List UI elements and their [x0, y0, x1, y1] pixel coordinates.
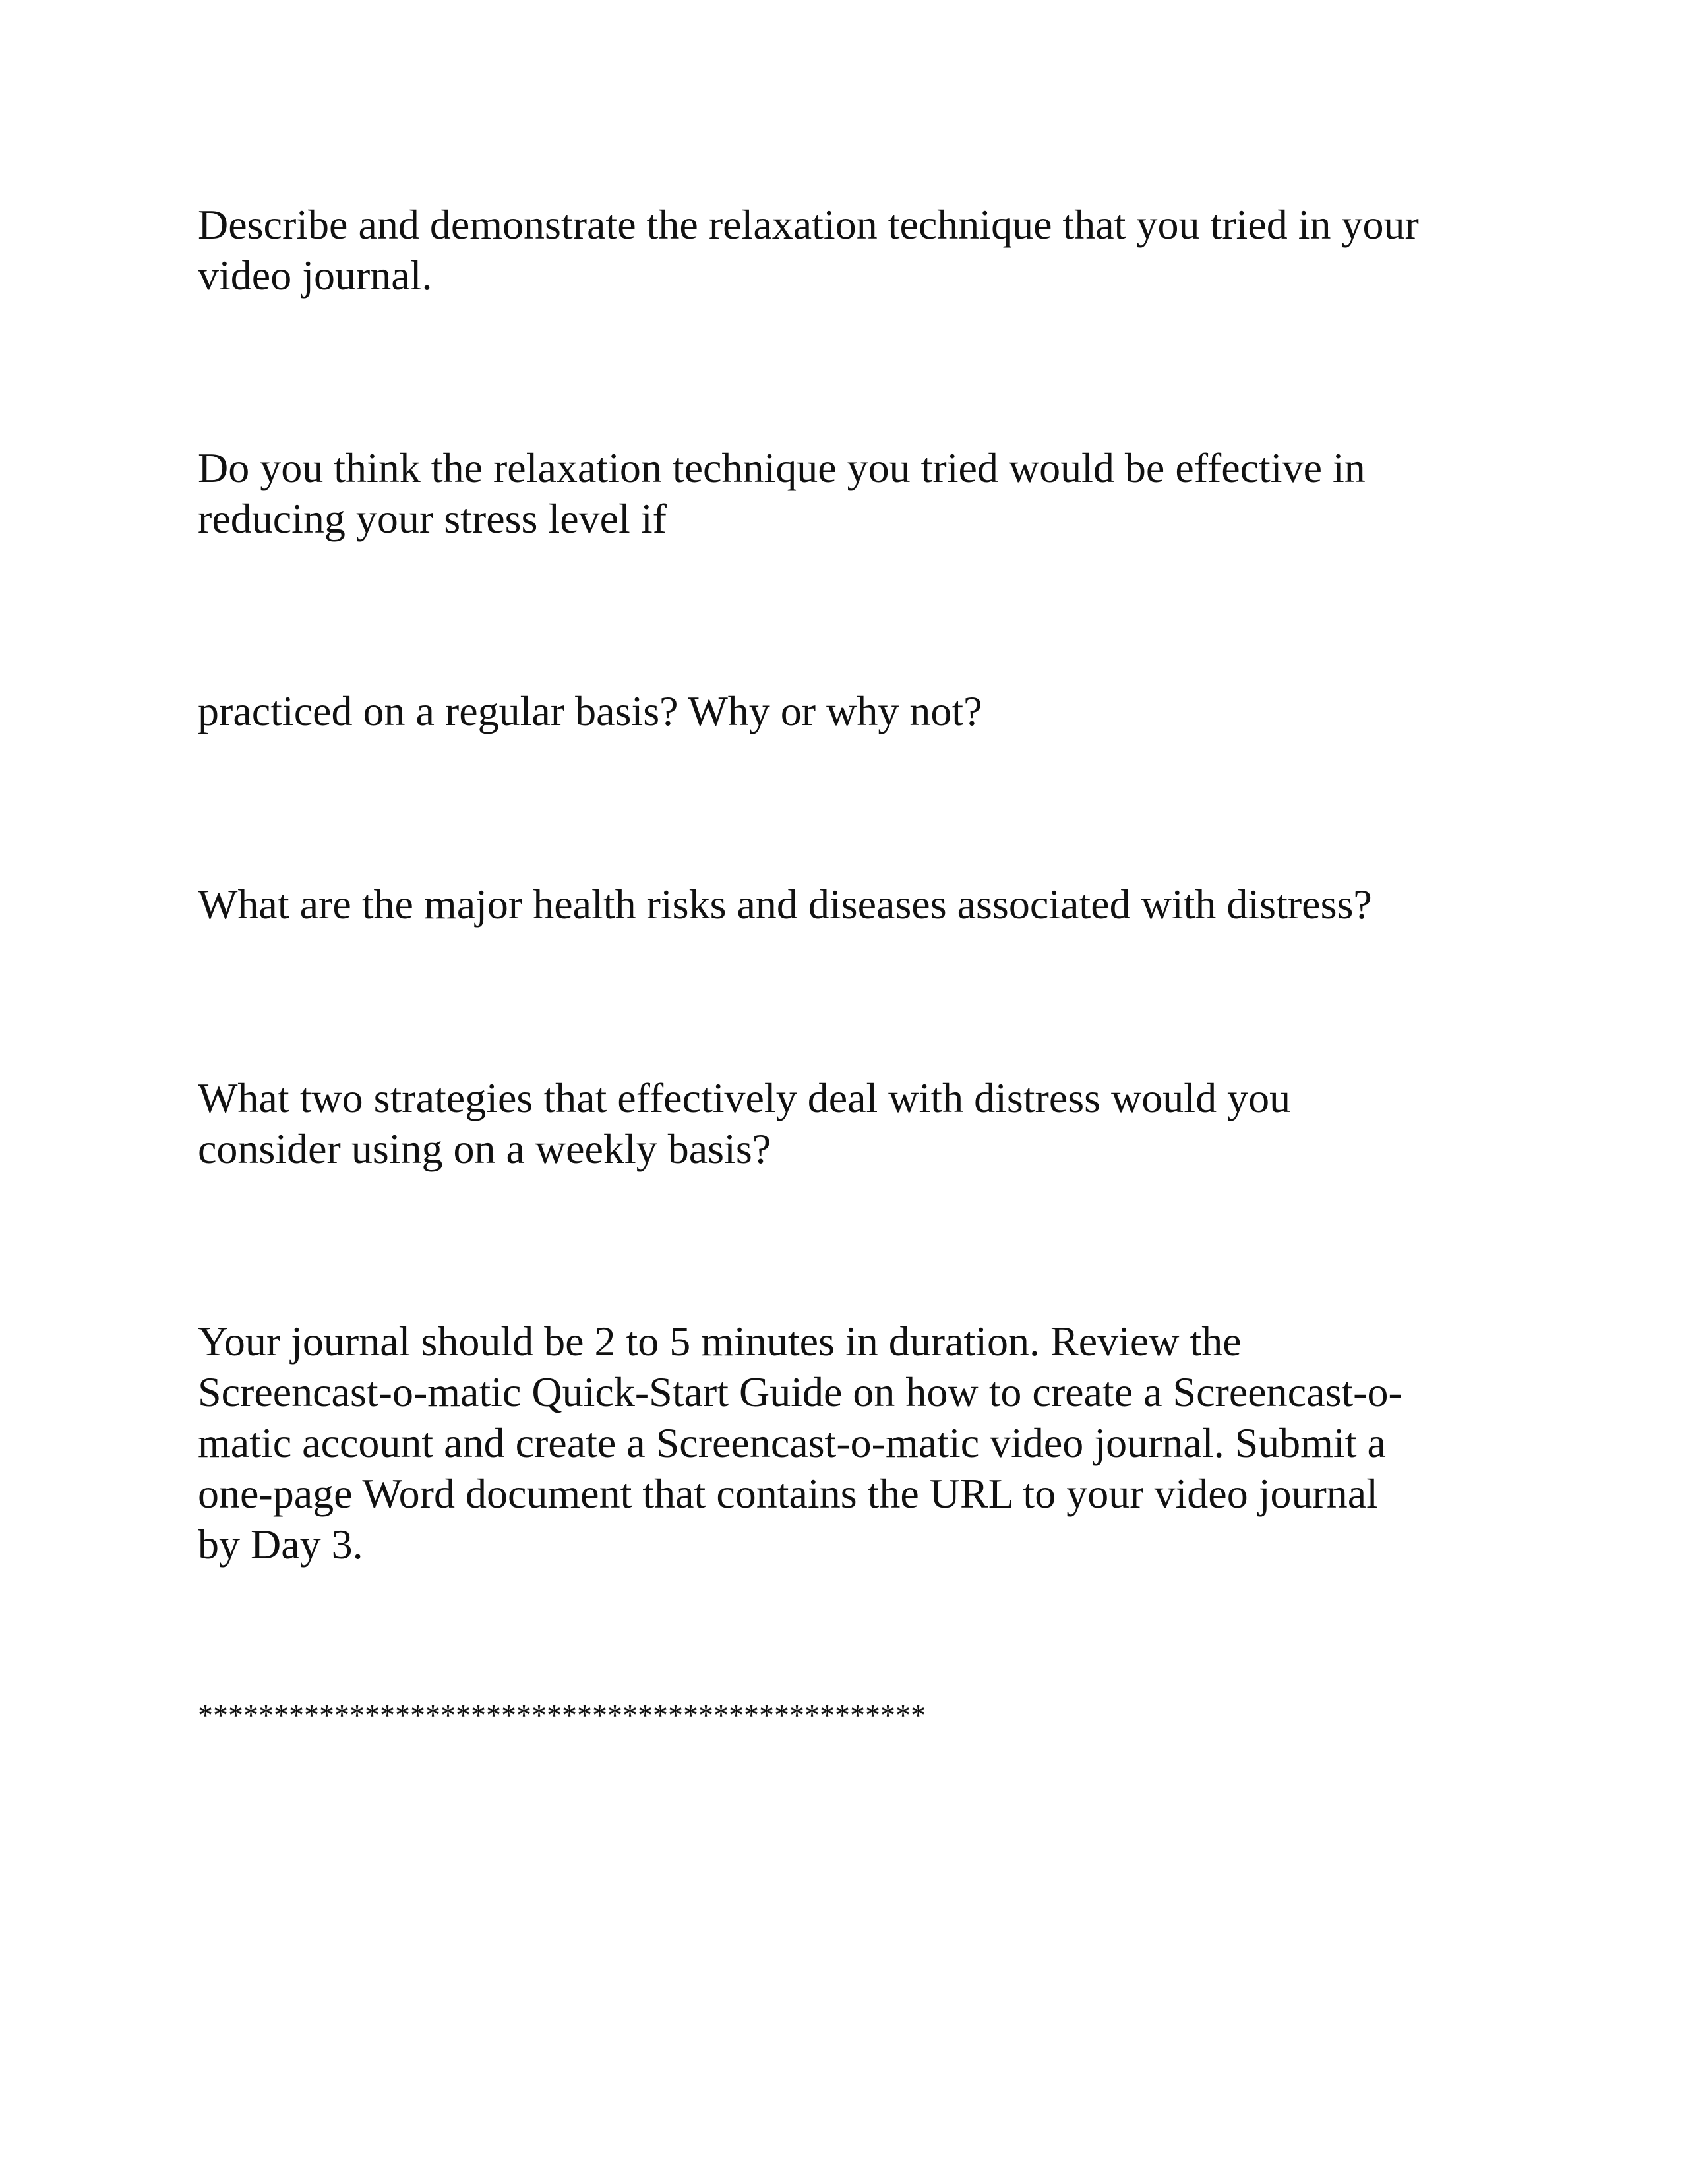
- paragraph-effectiveness-question: Do you think the relaxation technique you tried would be effective in reducing your stress level if: [198, 444, 1366, 542]
- paragraph-health-risks-question: What are the major health risks and diseases associated with distress?: [198, 881, 1372, 928]
- paragraph-journal-instructions: Your journal should be 2 to 5 minutes in duration. Review the Screencast-o-matic Quick-Start Guide on how to create a Screencast-o- matic account and create a Screencast-o-matic video journal. Submit a one-page Word document that contains the URL to your video journal by Day 3.: [198, 1318, 1402, 1568]
- asterisk-separator: ************************************************: [198, 1698, 926, 1732]
- paragraph-relaxation-technique: Describe and demonstrate the relaxation technique that you tried in your video journal.: [198, 201, 1419, 299]
- paragraph-strategies-question: What two strategies that effectively deal with distress would you consider using on a weekly basis?: [198, 1075, 1291, 1172]
- paragraph-regular-basis-question: practiced on a regular basis? Why or why not?: [198, 688, 982, 734]
